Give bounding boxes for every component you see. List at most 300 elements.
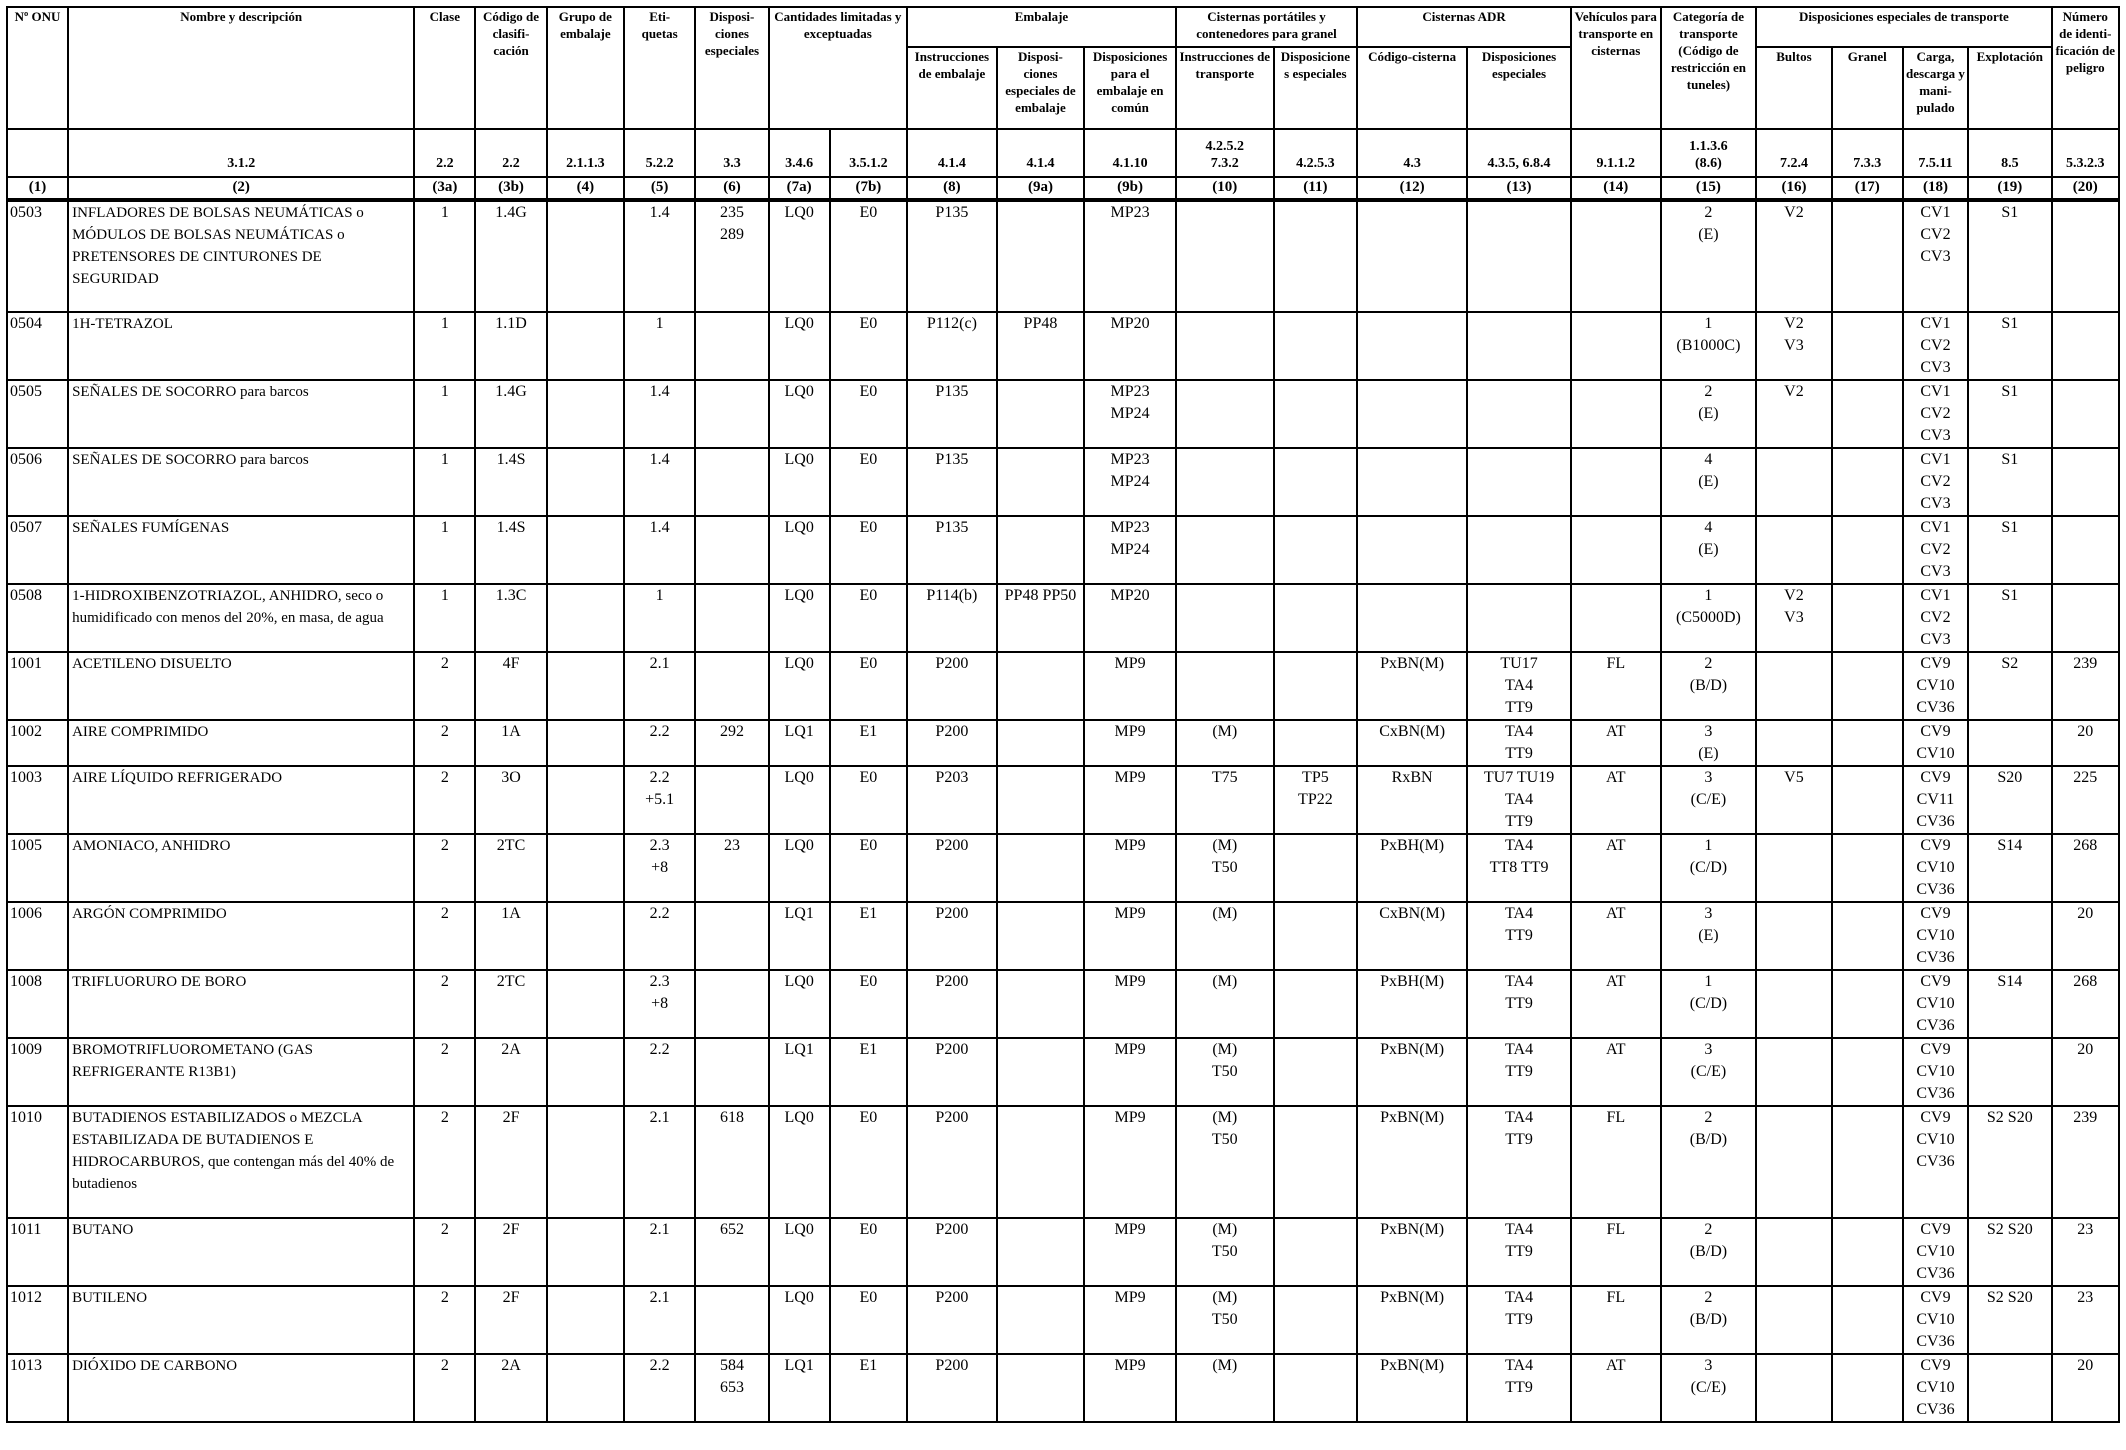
cell-hazard-id: 225 xyxy=(2052,766,2119,834)
column-number: (8) xyxy=(907,177,997,200)
cell-transport-category: 2 (B/D) xyxy=(1661,1106,1757,1218)
cell-tank-vehicle: AT xyxy=(1571,720,1661,766)
cell-labels: 1.4 xyxy=(624,516,695,584)
section-reference: 2.1.1.3 xyxy=(547,129,624,177)
section-reference: 4.2.5.3 xyxy=(1274,129,1358,177)
cell-labels: 2.3 +8 xyxy=(624,834,695,902)
cell-tank-special-provision xyxy=(1274,970,1358,1038)
header-packing-instructions: Instrucciones de embalaje xyxy=(907,47,997,129)
cell-class: 2 xyxy=(414,766,475,834)
cell-tank-vehicle: AT xyxy=(1571,834,1661,902)
cell-operation-provision: S2 S20 xyxy=(1968,1286,2052,1354)
cell-hazard-id xyxy=(2052,516,2119,584)
cell-packing-special-provision xyxy=(997,380,1085,448)
cell-classification-code: 2TC xyxy=(475,970,546,1038)
dangerous-goods-table xyxy=(6,6,2120,1423)
cell-excepted-quantity: E0 xyxy=(830,448,907,516)
table-row xyxy=(7,652,2119,720)
section-reference-row xyxy=(7,129,2119,177)
section-reference: 1.1.3.6 (8.6) xyxy=(1661,129,1757,177)
cell-tank-special-provision xyxy=(1274,1218,1358,1286)
section-reference: 7.2.4 xyxy=(1756,129,1831,177)
cell-loading-provision: CV9 CV10 CV36 xyxy=(1903,1106,1968,1218)
cell-packing-group xyxy=(547,970,624,1038)
section-reference: 5.3.2.3 xyxy=(2052,129,2119,177)
cell-packing-group xyxy=(547,766,624,834)
cell-un-number: 0505 xyxy=(7,380,68,448)
cell-bulk-provision xyxy=(1832,516,1903,584)
cell-hazard-id xyxy=(2052,584,2119,652)
table-row xyxy=(7,448,2119,516)
cell-packing-special-provision xyxy=(997,970,1085,1038)
cell-tank-code: PxBN(M) xyxy=(1357,1354,1467,1422)
cell-special-provisions xyxy=(695,970,768,1038)
cell-bulk-provision xyxy=(1832,380,1903,448)
cell-packages-provision xyxy=(1756,1286,1831,1354)
cell-tank-instruction: (M) T50 xyxy=(1176,1038,1274,1106)
header-limited-quantities: Cantidades limitadas y exceptuadas xyxy=(769,7,907,129)
column-number: (9a) xyxy=(997,177,1085,200)
header-adr-tanks: Cisternas ADR xyxy=(1357,7,1571,47)
cell-transport-category: 1 (C/D) xyxy=(1661,970,1757,1038)
cell-hazard-id: 268 xyxy=(2052,970,2119,1038)
column-number: (3b) xyxy=(475,177,546,200)
header-labels: Eti- quetas xyxy=(624,7,695,129)
cell-mixed-packing: MP9 xyxy=(1084,1218,1176,1286)
column-number: (17) xyxy=(1832,177,1903,200)
cell-excepted-quantity: E0 xyxy=(830,1286,907,1354)
cell-packing-instruction: P200 xyxy=(907,720,997,766)
cell-bulk-provision xyxy=(1832,834,1903,902)
cell-name: SEÑALES DE SOCORRO para barcos xyxy=(68,380,414,448)
cell-tank-vehicle: AT xyxy=(1571,1038,1661,1106)
cell-class: 2 xyxy=(414,1106,475,1218)
cell-transport-category: 2 (B/D) xyxy=(1661,652,1757,720)
cell-classification-code: 4F xyxy=(475,652,546,720)
column-number: (14) xyxy=(1571,177,1661,200)
cell-excepted-quantity: E0 xyxy=(830,584,907,652)
cell-name: SEÑALES DE SOCORRO para barcos xyxy=(68,448,414,516)
cell-packing-special-provision xyxy=(997,200,1085,312)
cell-un-number: 1011 xyxy=(7,1218,68,1286)
cell-class: 2 xyxy=(414,1286,475,1354)
cell-excepted-quantity: E1 xyxy=(830,1354,907,1422)
cell-operation-provision xyxy=(1968,1354,2052,1422)
table-row xyxy=(7,834,2119,902)
cell-operation-provision: S2 xyxy=(1968,652,2052,720)
cell-tank-special-provision xyxy=(1274,834,1358,902)
cell-classification-code: 1A xyxy=(475,902,546,970)
cell-labels: 1.4 xyxy=(624,448,695,516)
cell-limited-quantity: LQ0 xyxy=(769,448,830,516)
header-tank-instructions: Instrucciones de transporte xyxy=(1176,47,1274,129)
cell-packing-group xyxy=(547,1286,624,1354)
cell-limited-quantity: LQ0 xyxy=(769,1106,830,1218)
cell-limited-quantity: LQ1 xyxy=(769,1354,830,1422)
cell-hazard-id: 239 xyxy=(2052,652,2119,720)
cell-limited-quantity: LQ1 xyxy=(769,902,830,970)
cell-bulk-provision xyxy=(1832,766,1903,834)
cell-operation-provision: S14 xyxy=(1968,834,2052,902)
cell-transport-category: 3 (C/E) xyxy=(1661,1354,1757,1422)
cell-mixed-packing: MP20 xyxy=(1084,312,1176,380)
cell-loading-provision: CV9 CV10 CV36 xyxy=(1903,652,1968,720)
column-number: (7a) xyxy=(769,177,830,200)
cell-mixed-packing: MP9 xyxy=(1084,902,1176,970)
cell-packing-special-provision xyxy=(997,902,1085,970)
cell-packages-provision: V5 xyxy=(1756,766,1831,834)
cell-tank-instruction xyxy=(1176,652,1274,720)
cell-tank-special-provision xyxy=(1274,380,1358,448)
section-reference: 7.3.3 xyxy=(1832,129,1903,177)
cell-operation-provision: S1 xyxy=(1968,312,2052,380)
cell-tank-instruction xyxy=(1176,312,1274,380)
cell-tank-vehicle xyxy=(1571,448,1661,516)
cell-loading-provision: CV1 CV2 CV3 xyxy=(1903,584,1968,652)
cell-loading-provision: CV1 CV2 CV3 xyxy=(1903,200,1968,312)
cell-tank-vehicle: FL xyxy=(1571,1218,1661,1286)
cell-bulk-provision xyxy=(1832,448,1903,516)
cell-adr-special-provision xyxy=(1467,584,1571,652)
cell-mixed-packing: MP9 xyxy=(1084,1106,1176,1218)
cell-un-number: 0508 xyxy=(7,584,68,652)
cell-tank-vehicle xyxy=(1571,200,1661,312)
cell-adr-special-provision xyxy=(1467,516,1571,584)
cell-packing-special-provision xyxy=(997,720,1085,766)
cell-tank-vehicle xyxy=(1571,516,1661,584)
column-number: (6) xyxy=(695,177,768,200)
cell-adr-special-provision: TU17 TA4 TT9 xyxy=(1467,652,1571,720)
header-special-transport-provisions: Disposiciones especiales de transporte xyxy=(1756,7,2051,47)
cell-packing-special-provision xyxy=(997,1354,1085,1422)
cell-transport-category: 2 (E) xyxy=(1661,200,1757,312)
column-number: (20) xyxy=(2052,177,2119,200)
cell-mixed-packing: MP9 xyxy=(1084,970,1176,1038)
cell-un-number: 1010 xyxy=(7,1106,68,1218)
cell-packages-provision: V2 V3 xyxy=(1756,584,1831,652)
cell-labels: 2.2 xyxy=(624,902,695,970)
cell-limited-quantity: LQ0 xyxy=(769,380,830,448)
cell-bulk-provision xyxy=(1832,652,1903,720)
cell-special-provisions: 584 653 xyxy=(695,1354,768,1422)
cell-adr-special-provision xyxy=(1467,448,1571,516)
cell-packing-special-provision: PP48 xyxy=(997,312,1085,380)
cell-classification-code: 1.1D xyxy=(475,312,546,380)
cell-packing-instruction: P135 xyxy=(907,448,997,516)
cell-packing-instruction: P114(b) xyxy=(907,584,997,652)
cell-transport-category: 3 (E) xyxy=(1661,902,1757,970)
cell-adr-special-provision: TA4 TT9 xyxy=(1467,902,1571,970)
cell-name: 1-HIDROXIBENZOTRIAZOL, ANHIDRO, seco o humidificado con menos del 20%, en masa, de agua xyxy=(68,584,414,652)
cell-hazard-id xyxy=(2052,200,2119,312)
cell-bulk-provision xyxy=(1832,584,1903,652)
cell-packing-instruction: P135 xyxy=(907,516,997,584)
cell-special-provisions: 618 xyxy=(695,1106,768,1218)
header-un-number: Nº ONU xyxy=(7,7,68,129)
cell-labels: 1 xyxy=(624,312,695,380)
cell-transport-category: 1 (C/D) xyxy=(1661,834,1757,902)
cell-packing-special-provision xyxy=(997,834,1085,902)
cell-adr-special-provision xyxy=(1467,200,1571,312)
section-reference: 2.2 xyxy=(475,129,546,177)
cell-packages-provision: V2 V3 xyxy=(1756,312,1831,380)
cell-un-number: 1005 xyxy=(7,834,68,902)
cell-loading-provision: CV9 CV10 CV36 xyxy=(1903,1038,1968,1106)
cell-classification-code: 2A xyxy=(475,1354,546,1422)
cell-adr-special-provision: TA4 TT9 xyxy=(1467,1106,1571,1218)
cell-packing-instruction: P203 xyxy=(907,766,997,834)
cell-packages-provision xyxy=(1756,1106,1831,1218)
cell-transport-category: 3 (E) xyxy=(1661,720,1757,766)
cell-bulk-provision xyxy=(1832,1354,1903,1422)
column-number: (7b) xyxy=(830,177,907,200)
column-number: (3a) xyxy=(414,177,475,200)
cell-tank-code xyxy=(1357,516,1467,584)
cell-class: 2 xyxy=(414,834,475,902)
cell-name: ACETILENO DISUELTO xyxy=(68,652,414,720)
cell-adr-special-provision: TA4 TT8 TT9 xyxy=(1467,834,1571,902)
table-row xyxy=(7,312,2119,380)
header-bulk: Granel xyxy=(1832,47,1903,129)
cell-adr-special-provision: TA4 TT9 xyxy=(1467,1218,1571,1286)
cell-loading-provision: CV1 CV2 CV3 xyxy=(1903,448,1968,516)
cell-adr-special-provision: TA4 TT9 xyxy=(1467,1038,1571,1106)
column-number: (9b) xyxy=(1084,177,1176,200)
cell-special-provisions xyxy=(695,766,768,834)
cell-un-number: 1009 xyxy=(7,1038,68,1106)
column-number: (19) xyxy=(1968,177,2052,200)
cell-tank-special-provision xyxy=(1274,720,1358,766)
cell-labels: 2.1 xyxy=(624,652,695,720)
cell-packing-group xyxy=(547,1218,624,1286)
cell-un-number: 1001 xyxy=(7,652,68,720)
section-reference: 3.4.6 xyxy=(769,129,830,177)
cell-tank-code: PxBN(M) xyxy=(1357,1218,1467,1286)
cell-mixed-packing: MP9 xyxy=(1084,1038,1176,1106)
cell-hazard-id: 23 xyxy=(2052,1286,2119,1354)
cell-tank-vehicle xyxy=(1571,312,1661,380)
cell-tank-special-provision xyxy=(1274,652,1358,720)
cell-tank-code: PxBH(M) xyxy=(1357,970,1467,1038)
column-number: (13) xyxy=(1467,177,1571,200)
cell-tank-vehicle: FL xyxy=(1571,652,1661,720)
header-operation: Explotación xyxy=(1968,47,2052,129)
cell-operation-provision: S2 S20 xyxy=(1968,1106,2052,1218)
cell-excepted-quantity: E0 xyxy=(830,200,907,312)
cell-operation-provision xyxy=(1968,902,2052,970)
cell-operation-provision: S1 xyxy=(1968,448,2052,516)
cell-excepted-quantity: E1 xyxy=(830,902,907,970)
cell-limited-quantity: LQ0 xyxy=(769,970,830,1038)
section-reference: 2.2 xyxy=(414,129,475,177)
cell-packing-special-provision xyxy=(997,766,1085,834)
header-classification-code: Código de clasifi- cación xyxy=(475,7,546,129)
cell-labels: 1.4 xyxy=(624,200,695,312)
cell-transport-category: 4 (E) xyxy=(1661,516,1757,584)
cell-tank-code xyxy=(1357,584,1467,652)
cell-mixed-packing: MP23 MP24 xyxy=(1084,448,1176,516)
cell-loading-provision: CV9 CV10 CV36 xyxy=(1903,902,1968,970)
cell-excepted-quantity: E0 xyxy=(830,1218,907,1286)
cell-labels: 2.2 +5.1 xyxy=(624,766,695,834)
cell-un-number: 1012 xyxy=(7,1286,68,1354)
cell-packing-group xyxy=(547,448,624,516)
cell-packing-group xyxy=(547,516,624,584)
section-reference: 4.1.4 xyxy=(907,129,997,177)
cell-class: 2 xyxy=(414,720,475,766)
cell-hazard-id xyxy=(2052,380,2119,448)
cell-transport-category: 1 (B1000C) xyxy=(1661,312,1757,380)
cell-tank-special-provision xyxy=(1274,1354,1358,1422)
cell-excepted-quantity: E0 xyxy=(830,834,907,902)
cell-tank-special-provision xyxy=(1274,1038,1358,1106)
cell-transport-category: 1 (C5000D) xyxy=(1661,584,1757,652)
cell-tank-code: PxBN(M) xyxy=(1357,652,1467,720)
cell-packing-group xyxy=(547,380,624,448)
cell-packing-instruction: P200 xyxy=(907,970,997,1038)
cell-hazard-id: 20 xyxy=(2052,1038,2119,1106)
cell-mixed-packing: MP9 xyxy=(1084,1354,1176,1422)
cell-excepted-quantity: E0 xyxy=(830,1106,907,1218)
header-portable-tanks: Cisternas portátiles y contenedores para granel xyxy=(1176,7,1357,47)
cell-packing-instruction: P112(c) xyxy=(907,312,997,380)
cell-classification-code: 3O xyxy=(475,766,546,834)
cell-bulk-provision xyxy=(1832,200,1903,312)
cell-limited-quantity: LQ0 xyxy=(769,1218,830,1286)
cell-packing-group xyxy=(547,584,624,652)
cell-labels: 2.2 xyxy=(624,720,695,766)
cell-bulk-provision xyxy=(1832,1106,1903,1218)
header-packaging: Embalaje xyxy=(907,7,1176,47)
cell-name: SEÑALES FUMÍGENAS xyxy=(68,516,414,584)
cell-packing-group xyxy=(547,720,624,766)
cell-tank-special-provision xyxy=(1274,1286,1358,1354)
cell-hazard-id: 20 xyxy=(2052,720,2119,766)
table-row xyxy=(7,1286,2119,1354)
cell-loading-provision: CV9 CV10 CV36 xyxy=(1903,1354,1968,1422)
section-reference: 8.5 xyxy=(1968,129,2052,177)
cell-tank-vehicle: AT xyxy=(1571,766,1661,834)
cell-name: BROMOTRIFLUOROMETANO (GAS REFRIGERANTE R13B1) xyxy=(68,1038,414,1106)
cell-packing-group xyxy=(547,312,624,380)
cell-classification-code: 1.4G xyxy=(475,380,546,448)
cell-packing-special-provision xyxy=(997,1106,1085,1218)
cell-special-provisions xyxy=(695,652,768,720)
cell-class: 1 xyxy=(414,448,475,516)
cell-packing-instruction: P200 xyxy=(907,1286,997,1354)
cell-name: AIRE COMPRIMIDO xyxy=(68,720,414,766)
cell-packages-provision xyxy=(1756,720,1831,766)
section-reference: 3.1.2 xyxy=(68,129,414,177)
cell-class: 2 xyxy=(414,1038,475,1106)
cell-classification-code: 2F xyxy=(475,1106,546,1218)
cell-operation-provision: S2 S20 xyxy=(1968,1218,2052,1286)
cell-bulk-provision xyxy=(1832,312,1903,380)
cell-loading-provision: CV9 CV10 xyxy=(1903,720,1968,766)
cell-hazard-id: 20 xyxy=(2052,902,2119,970)
cell-packing-instruction: P200 xyxy=(907,902,997,970)
cell-tank-special-provision xyxy=(1274,516,1358,584)
cell-name: BUTANO xyxy=(68,1218,414,1286)
cell-class: 1 xyxy=(414,516,475,584)
cell-labels: 2.1 xyxy=(624,1106,695,1218)
cell-packing-instruction: P200 xyxy=(907,1354,997,1422)
cell-hazard-id xyxy=(2052,448,2119,516)
cell-mixed-packing: MP23 MP24 xyxy=(1084,380,1176,448)
cell-tank-code: CxBN(M) xyxy=(1357,902,1467,970)
section-reference: 4.3 xyxy=(1357,129,1467,177)
cell-special-provisions: 235 289 xyxy=(695,200,768,312)
cell-adr-special-provision: TA4 TT9 xyxy=(1467,1286,1571,1354)
header-packages: Bultos xyxy=(1756,47,1831,129)
table-row xyxy=(7,380,2119,448)
column-number: (16) xyxy=(1756,177,1831,200)
header-loading-handling: Carga, descarga y mani- pulado xyxy=(1903,47,1968,129)
table-row xyxy=(7,902,2119,970)
cell-limited-quantity: LQ1 xyxy=(769,1038,830,1106)
cell-packages-provision: V2 xyxy=(1756,200,1831,312)
section-reference: 9.1.1.2 xyxy=(1571,129,1661,177)
cell-excepted-quantity: E0 xyxy=(830,380,907,448)
cell-special-provisions xyxy=(695,448,768,516)
cell-transport-category: 3 (C/E) xyxy=(1661,766,1757,834)
cell-limited-quantity: LQ0 xyxy=(769,1286,830,1354)
cell-packing-instruction: P200 xyxy=(907,1218,997,1286)
cell-un-number: 1002 xyxy=(7,720,68,766)
cell-mixed-packing: MP9 xyxy=(1084,766,1176,834)
cell-tank-vehicle: FL xyxy=(1571,1106,1661,1218)
cell-special-provisions xyxy=(695,516,768,584)
cell-un-number: 0506 xyxy=(7,448,68,516)
cell-excepted-quantity: E1 xyxy=(830,720,907,766)
cell-hazard-id xyxy=(2052,312,2119,380)
cell-excepted-quantity: E0 xyxy=(830,516,907,584)
section-reference: 7.5.11 xyxy=(1903,129,1968,177)
table-row xyxy=(7,1038,2119,1106)
cell-tank-code: PxBN(M) xyxy=(1357,1286,1467,1354)
cell-name: INFLADORES DE BOLSAS NEUMÁTICAS o MÓDULOS DE BOLSAS NEUMÁTICAS o PRETENSORES DE CINTURONES DE SEGURIDAD xyxy=(68,200,414,312)
cell-loading-provision: CV9 CV10 CV36 xyxy=(1903,1286,1968,1354)
cell-bulk-provision xyxy=(1832,1218,1903,1286)
cell-packing-instruction: P200 xyxy=(907,1106,997,1218)
cell-tank-code: PxBN(M) xyxy=(1357,1038,1467,1106)
cell-adr-special-provision xyxy=(1467,380,1571,448)
column-number: (10) xyxy=(1176,177,1274,200)
header-transport-category: Categoría de transporte (Código de restricción en tuneles) xyxy=(1661,7,1757,129)
column-number: (1) xyxy=(7,177,68,200)
cell-classification-code: 1.4S xyxy=(475,448,546,516)
cell-tank-instruction: (M) T50 xyxy=(1176,1218,1274,1286)
cell-tank-special-provision: TP5 TP22 xyxy=(1274,766,1358,834)
cell-tank-instruction xyxy=(1176,448,1274,516)
cell-classification-code: 2F xyxy=(475,1218,546,1286)
cell-tank-vehicle: FL xyxy=(1571,1286,1661,1354)
cell-class: 2 xyxy=(414,1218,475,1286)
column-number: (5) xyxy=(624,177,695,200)
cell-tank-special-provision xyxy=(1274,1106,1358,1218)
cell-adr-special-provision: TA4 TT9 xyxy=(1467,1354,1571,1422)
cell-operation-provision xyxy=(1968,720,2052,766)
header-mixed-packing: Disposiciones para el embalaje en común xyxy=(1084,47,1176,129)
column-number: (11) xyxy=(1274,177,1358,200)
cell-tank-vehicle xyxy=(1571,584,1661,652)
cell-packing-group xyxy=(547,652,624,720)
cell-tank-vehicle: AT xyxy=(1571,970,1661,1038)
cell-tank-instruction xyxy=(1176,584,1274,652)
cell-excepted-quantity: E0 xyxy=(830,652,907,720)
table-row xyxy=(7,1354,2119,1422)
cell-packing-group xyxy=(547,1106,624,1218)
